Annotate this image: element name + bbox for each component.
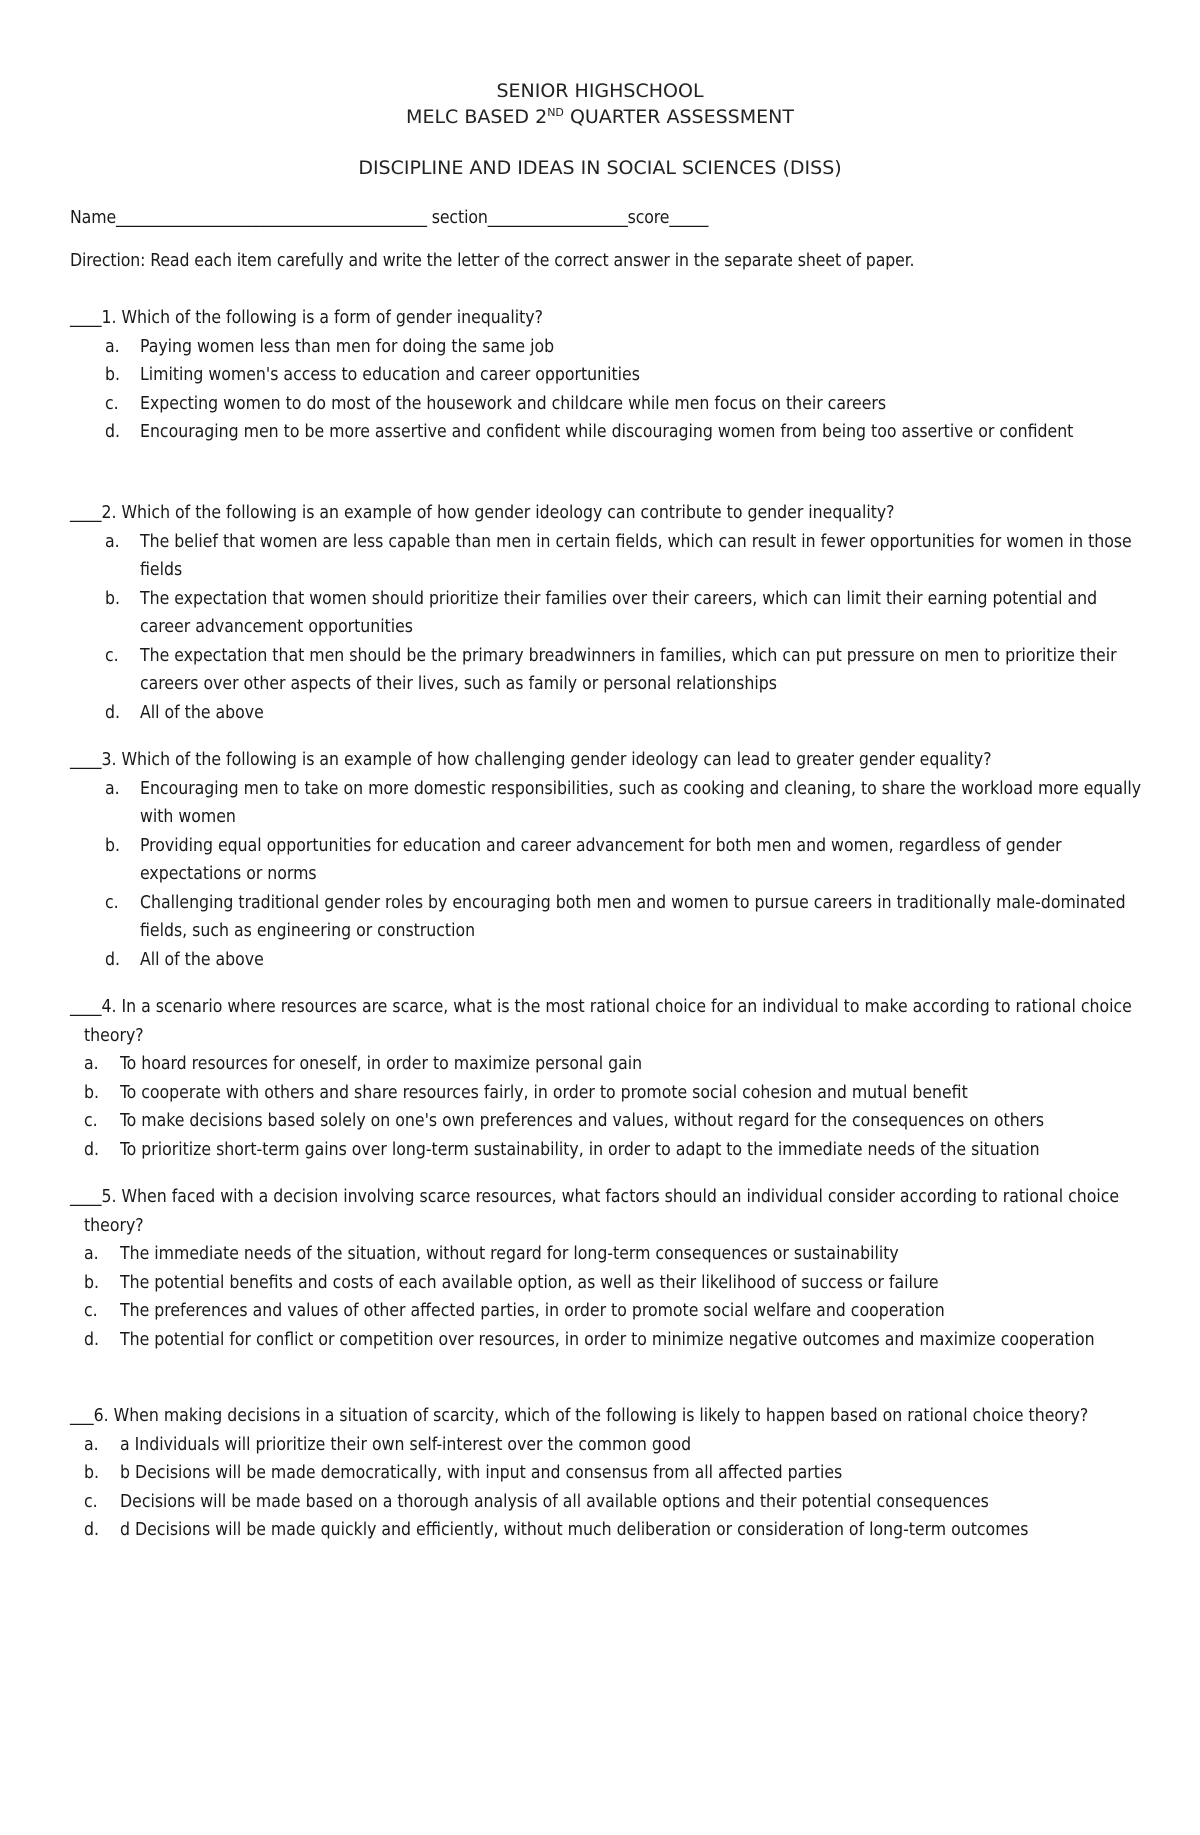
option-b xyxy=(70,1459,1150,1488)
option-text: Paying women less than men for doing the same job xyxy=(140,336,555,357)
option-letter: c. xyxy=(105,645,119,666)
option-b xyxy=(70,1269,1150,1298)
option-letter: a. xyxy=(105,778,120,799)
option-text: The expectation that women should prioritize their families over their careers, which can limit their earning potential and career advancement opportunities xyxy=(140,588,1098,637)
option-text: Expecting women to do most of the housework and childcare while men focus on their careers xyxy=(140,393,887,414)
option-letter: c. xyxy=(84,1491,98,1512)
option-letter: b. xyxy=(84,1463,99,1483)
question-5 xyxy=(70,1183,1150,1354)
option-text: To make decisions based solely on one's own preferences and values, without regard for the consequences on others xyxy=(120,1111,1045,1131)
option-letter: c. xyxy=(105,393,119,414)
option-letter: a. xyxy=(84,1434,99,1455)
option-c xyxy=(70,1107,1150,1136)
option-text: Providing equal opportunities for education and career advancement for both men and women, regardless of gender expectations or norms xyxy=(140,835,1062,884)
option-letter: a. xyxy=(84,1244,99,1264)
option-letter: c. xyxy=(84,1301,98,1321)
option-c xyxy=(70,390,1150,419)
question-stem: ____5. When faced with a decision involving scarce resources, what factors should an individual consider according to rational choice theory? xyxy=(70,1187,1120,1236)
option-text: The potential for conflict or competition over resources, in order to minimize negative outcomes and maximize cooperation xyxy=(120,1329,1095,1350)
option-c xyxy=(70,1297,1150,1326)
school-title: SENIOR HIGHSCHOOL xyxy=(496,80,704,102)
option-text: The expectation that men should be the primary breadwinners in families, which can put pressure on men to prioritize their careers over other aspects of their lives, such as family or personal relationships xyxy=(140,645,1117,694)
option-text: d Decisions will be made quickly and efficiently, without much deliberation or consideration of long-term outcomes xyxy=(120,1520,1029,1540)
option-letter: b. xyxy=(105,835,120,856)
option-d xyxy=(70,699,1150,728)
option-text: b Decisions will be made democratically, with input and consensus from all affected parties xyxy=(120,1463,843,1483)
option-c xyxy=(70,642,1150,699)
question-stem: ____3. Which of the following is an example of how challenging gender ideology can lead to greater gender equality? xyxy=(70,750,992,770)
option-c xyxy=(70,1488,1150,1517)
question-6 xyxy=(70,1402,1150,1545)
name-section-score-line: Name________________________________________ section__________________score_____ xyxy=(70,208,709,228)
option-text: a Individuals will prioritize their own self-interest over the common good xyxy=(120,1434,692,1455)
question-1 xyxy=(70,304,1150,447)
option-letter: d. xyxy=(84,1139,99,1160)
assessment-title xyxy=(0,106,1200,128)
option-text: The preferences and values of other affected parties, in order to promote social welfare and cooperation xyxy=(120,1301,945,1321)
option-letter: b. xyxy=(105,365,120,385)
question-stem: ____1. Which of the following is a form of gender inequality? xyxy=(70,308,543,328)
question-stem: ___6. When making decisions in a situation of scarcity, which of the following is likely to happen based on rational choice theory? xyxy=(70,1406,1089,1426)
option-b xyxy=(70,585,1150,642)
subject-title: DISCIPLINE AND IDEAS IN SOCIAL SCIENCES (DISS) xyxy=(358,157,842,179)
option-text: Challenging traditional gender roles by encouraging both men and women to pursue careers in traditionally male-dominated fields, such as engineering or construction xyxy=(140,892,1126,941)
option-letter: d. xyxy=(105,422,120,442)
option-b xyxy=(70,1079,1150,1108)
option-text: The belief that women are less capable than men in certain fields, which can result in fewer opportunities for women in those fields xyxy=(140,531,1132,580)
option-a xyxy=(70,1240,1150,1269)
option-text: Limiting women's access to education and career opportunities xyxy=(140,365,640,385)
option-text: To hoard resources for oneself, in order to maximize personal gain xyxy=(120,1054,643,1074)
option-b xyxy=(70,361,1150,390)
option-text: To prioritize short-term gains over long-term sustainability, in order to adapt to the immediate needs of the situation xyxy=(120,1139,1040,1160)
option-letter: b. xyxy=(84,1272,99,1293)
option-text: All of the above xyxy=(140,949,264,970)
option-d xyxy=(70,1136,1150,1165)
option-text: Decisions will be made based on a thorough analysis of all available options and their potential consequences xyxy=(120,1491,989,1512)
option-text: To cooperate with others and share resources fairly, in order to promote social cohesion and mutual benefit xyxy=(120,1082,968,1103)
option-d xyxy=(70,1516,1150,1545)
option-letter: a. xyxy=(105,531,120,552)
option-a xyxy=(70,1431,1150,1460)
option-text: The potential benefits and costs of each available option, as well as their likelihood of success or failure xyxy=(120,1272,939,1293)
option-text: Encouraging men to take on more domestic responsibilities, such as cooking and cleaning, to share the workload more equally with women xyxy=(140,778,1142,827)
option-d xyxy=(70,1326,1150,1355)
option-d xyxy=(70,418,1150,447)
option-letter: d. xyxy=(84,1520,99,1540)
question-4 xyxy=(70,993,1150,1164)
option-letter: c. xyxy=(105,892,119,913)
assessment-title-pre: MELC BASED 2 xyxy=(406,106,548,128)
option-b xyxy=(70,832,1150,889)
option-a xyxy=(70,775,1150,832)
option-letter: d. xyxy=(105,702,120,723)
assessment-title-post: QUARTER ASSESSMENT xyxy=(563,106,794,128)
direction-text: Direction: Read each item carefully and write the letter of the correct answer in the separate sheet of paper. xyxy=(70,251,915,271)
assessment-title-sup: ND xyxy=(547,106,564,119)
question-stem: ____4. In a scenario where resources are scarce, what is the most rational choice for an individual to make according to rational choice theory? xyxy=(70,997,1132,1046)
option-letter: c. xyxy=(84,1111,98,1131)
question-3 xyxy=(70,746,1150,974)
option-c xyxy=(70,889,1150,946)
option-text: All of the above xyxy=(140,702,264,723)
option-letter: d. xyxy=(105,949,120,970)
question-2 xyxy=(70,499,1150,727)
option-d xyxy=(70,946,1150,975)
option-a xyxy=(70,1050,1150,1079)
option-text: Encouraging men to be more assertive and confident while discouraging women from being too assertive or confident xyxy=(140,422,1074,442)
option-letter: b. xyxy=(105,588,120,609)
option-letter: b. xyxy=(84,1082,99,1103)
option-a xyxy=(70,528,1150,585)
option-text: The immediate needs of the situation, without regard for long-term consequences or sustainability xyxy=(120,1244,899,1264)
option-letter: a. xyxy=(84,1054,99,1074)
option-letter: a. xyxy=(105,336,120,357)
option-letter: d. xyxy=(84,1329,99,1350)
question-stem: ____2. Which of the following is an example of how gender ideology can contribute to gender inequality? xyxy=(70,503,895,523)
option-a xyxy=(70,333,1150,362)
